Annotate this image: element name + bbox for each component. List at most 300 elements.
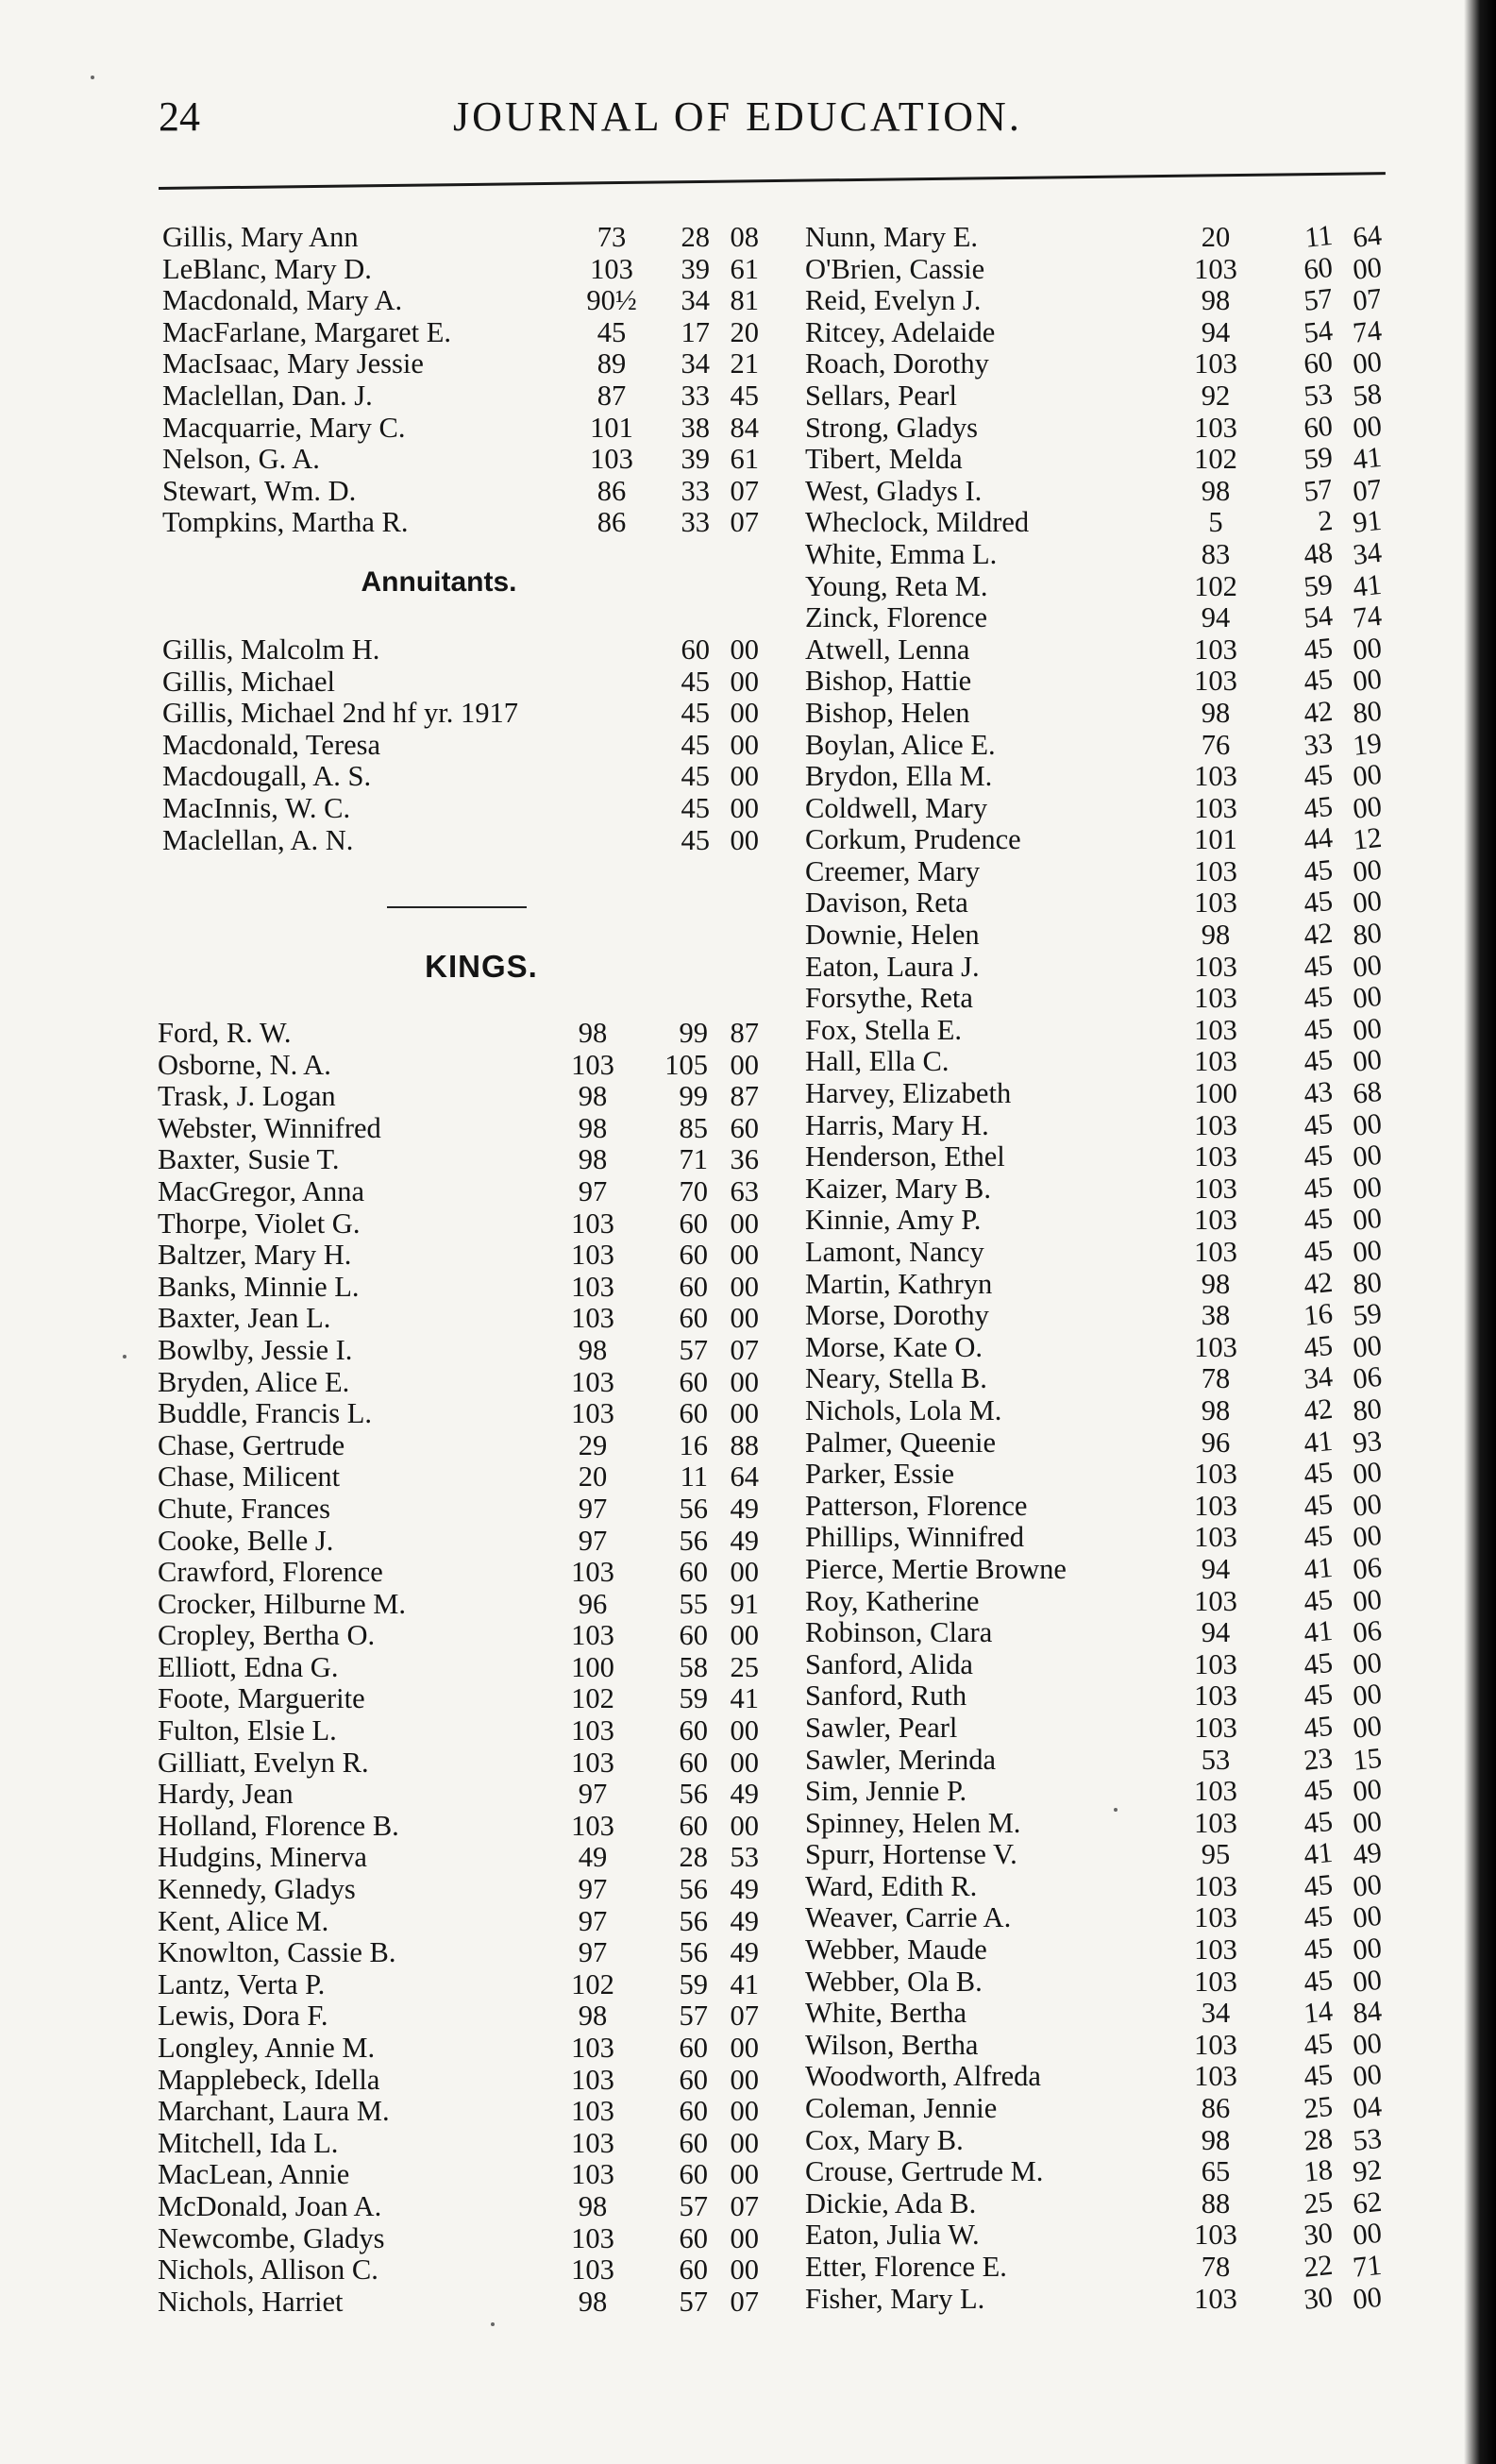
entry-cents: 07	[730, 2189, 759, 2222]
entry-row	[802, 2153, 1463, 2189]
entry-row	[151, 791, 759, 825]
entry-dollars: 71	[679, 1143, 708, 1176]
entry-dollars: 45	[681, 665, 710, 698]
entry-row	[151, 347, 759, 380]
entry-quantity: 86	[597, 474, 627, 507]
entry-quantity: 97	[578, 1936, 608, 1969]
entry-dollars: 56	[679, 1524, 708, 1557]
entry-row	[802, 1804, 1463, 1840]
entry-cents: 00	[730, 1714, 759, 1747]
entry-row	[151, 1239, 759, 1272]
page-edge-shadow	[1464, 0, 1496, 2464]
entry-dollars: 48	[1302, 535, 1335, 571]
entry-cents: 00	[1351, 1328, 1384, 1364]
entry-dollars: 45	[681, 791, 710, 824]
entry-dollars: 60	[679, 1619, 708, 1652]
entry-name: MacFarlane, Margaret E.	[162, 315, 451, 348]
entry-name: Baltzer, Mary H.	[158, 1239, 352, 1272]
entry-name: Wheclock, Mildred	[805, 506, 1030, 539]
entry-cents: 00	[730, 1302, 759, 1335]
entry-name: Sanford, Alida	[805, 1647, 973, 1680]
entry-cents: 00	[1351, 1709, 1384, 1745]
entry-name: Martin, Kathryn	[805, 1267, 993, 1300]
entry-cents: 62	[1351, 2185, 1384, 2220]
entry-dollars: 99	[679, 1080, 708, 1113]
entry-dollars: 45	[1302, 1772, 1335, 1808]
entry-cents: 07	[730, 474, 759, 507]
entry-row	[802, 852, 1463, 888]
entry-dollars: 60	[679, 1365, 708, 1398]
entry-quantity: 103	[590, 443, 633, 476]
entry-dollars: 45	[681, 823, 710, 856]
entry-row	[151, 1650, 759, 1684]
entry-name: Crouse, Gertrude M.	[805, 2155, 1044, 2188]
entry-row	[802, 1360, 1463, 1396]
entry-name: Sanford, Ruth	[805, 1679, 967, 1713]
entry-dollars: 34	[681, 347, 710, 380]
entry-name: Macquarrie, Mary C.	[162, 411, 406, 444]
entry-name: MacInnis, W. C.	[162, 791, 351, 824]
entry-dollars: 45	[1302, 1709, 1335, 1745]
entry-name: Baxter, Jean L.	[158, 1302, 331, 1335]
entry-dollars: 45	[1302, 1867, 1335, 1903]
entry-dollars: 30	[1302, 2280, 1335, 2316]
entry-row	[802, 2280, 1463, 2316]
entry-row	[802, 472, 1463, 508]
entry-name: Foote, Marguerite	[158, 1682, 365, 1715]
entry-name: Mapplebeck, Idella	[158, 2063, 380, 2096]
entry-quantity: 103	[1194, 1045, 1237, 1078]
entry-row	[802, 409, 1463, 445]
entry-name: Eaton, Laura J.	[805, 950, 980, 983]
entry-dollars: 18	[1302, 2153, 1335, 2189]
entry-quantity: 103	[571, 1619, 614, 1652]
entry-row	[151, 2285, 759, 2319]
entry-row	[802, 348, 1463, 380]
entry-row	[151, 1619, 759, 1652]
entry-row	[151, 1397, 759, 1430]
entry-quantity: 103	[1194, 1775, 1237, 1808]
entry-quantity: 103	[1194, 1013, 1237, 1046]
entry-name: Nichols, Lola M.	[805, 1393, 1002, 1426]
entry-row	[802, 2248, 1463, 2284]
entry-dollars: 57	[679, 2000, 708, 2033]
entry-quantity: 103	[571, 1809, 614, 1842]
entry-quantity: 102	[1194, 443, 1237, 476]
entry-cents: 00	[1351, 1487, 1384, 1523]
entry-name: Parker, Essie	[805, 1458, 955, 1491]
entry-row	[802, 1995, 1463, 2031]
entry-quantity: 87	[597, 379, 627, 412]
entry-quantity: 94	[1201, 1616, 1231, 1649]
entry-name: Gillis, Malcolm H.	[162, 633, 380, 666]
entry-row	[802, 1709, 1463, 1745]
entry-quantity: 94	[1201, 601, 1231, 634]
entry-quantity: 97	[578, 1492, 608, 1525]
entry-row	[151, 633, 759, 667]
entry-quantity: 102	[1194, 569, 1237, 602]
entry-dollars: 45	[1302, 663, 1335, 699]
entry-row	[802, 1202, 1463, 1238]
entry-row	[151, 1428, 759, 1462]
entry-quantity: 103	[1194, 1140, 1237, 1173]
entry-quantity: 38	[1201, 1299, 1231, 1332]
entry-row	[151, 1841, 759, 1874]
entry-name: Fulton, Elsie L.	[158, 1714, 337, 1747]
entry-name: Atwell, Lenna	[805, 633, 970, 666]
entry-row	[802, 1519, 1463, 1555]
entry-quantity: 49	[578, 1841, 608, 1874]
entry-cents: 45	[730, 379, 759, 412]
entry-dollars: 42	[1302, 694, 1335, 730]
entry-dollars: 60	[679, 1239, 708, 1272]
entry-row	[151, 1460, 759, 1494]
entry-cents: 49	[1351, 1836, 1384, 1872]
entry-cents: 80	[1351, 1392, 1384, 1427]
entry-row	[151, 1270, 759, 1304]
entry-dollars: 25	[1302, 2185, 1335, 2220]
entry-cents: 00	[1351, 663, 1384, 699]
entry-cents: 00	[730, 665, 759, 698]
entry-row	[802, 1043, 1463, 1079]
entry-row	[151, 728, 759, 762]
entry-dollars: 60	[679, 2221, 708, 2254]
entry-name: Webber, Ola B.	[805, 1965, 983, 1998]
entry-cents: 91	[1351, 504, 1384, 540]
entry-cents: 15	[1351, 1741, 1384, 1777]
kings-heading: KINGS.	[425, 949, 538, 984]
entry-cents: 00	[1351, 1678, 1384, 1713]
entry-quantity: 103	[571, 1302, 614, 1335]
entry-name: Nichols, Harriet	[158, 2285, 344, 2318]
entry-quantity: 100	[571, 1650, 614, 1683]
entry-dollars: 45	[1302, 631, 1335, 667]
entry-cents: 00	[730, 2253, 759, 2287]
entry-dollars: 45	[1302, 1678, 1335, 1713]
entry-row	[151, 284, 759, 317]
entry-cents: 84	[730, 411, 759, 444]
entry-cents: 06	[1351, 1550, 1384, 1586]
entry-name: Hudgins, Minerva	[158, 1841, 367, 1874]
entry-dollars: 56	[679, 1778, 708, 1811]
right-column	[802, 218, 1463, 2316]
entry-name: Sellars, Pearl	[805, 379, 957, 412]
entry-row	[802, 2185, 1463, 2220]
entry-quantity: 90½	[586, 284, 637, 317]
entry-cents: 04	[1351, 2089, 1384, 2125]
entry-row	[151, 2095, 759, 2128]
entry-name: Neary, Stella B.	[805, 1362, 987, 1395]
entry-row	[802, 1392, 1463, 1427]
entry-dollars: 45	[681, 728, 710, 761]
entry-dollars: 16	[679, 1428, 708, 1461]
entry-dollars: 45	[1302, 1963, 1335, 1999]
entry-cents: 49	[730, 1904, 759, 1937]
entry-dollars: 39	[681, 443, 710, 476]
entry-cents: 64	[730, 1460, 759, 1494]
entry-name: Maclellan, Dan. J.	[162, 379, 373, 412]
entry-row	[802, 948, 1463, 984]
entry-dollars: 22	[1302, 2248, 1335, 2284]
entry-row	[151, 760, 759, 793]
entry-name: Tibert, Melda	[805, 443, 963, 476]
entry-row	[802, 1963, 1463, 1999]
entry-dollars: 45	[1302, 1233, 1335, 1269]
entry-dollars: 11	[680, 1460, 708, 1494]
entry-quantity: 98	[578, 1333, 608, 1366]
entry-name: Webster, Winnifred	[158, 1111, 381, 1144]
entry-name: Spinney, Helen M.	[805, 1806, 1021, 1839]
entry-quantity: 103	[1194, 1647, 1237, 1680]
entry-dollars: 42	[1302, 916, 1335, 952]
entry-name: White, Bertha	[805, 1997, 967, 2030]
entry-name: MacGregor, Anna	[158, 1174, 364, 1207]
entry-name: Brydon, Ella M.	[805, 760, 993, 793]
entry-row	[151, 2000, 759, 2033]
entry-row	[802, 1141, 1463, 1173]
entry-cents: 00	[730, 1207, 759, 1240]
entry-quantity: 103	[1194, 1806, 1237, 1839]
entry-dollars: 45	[1302, 885, 1335, 920]
entry-row	[151, 1746, 759, 1780]
entry-cents: 00	[1351, 1867, 1384, 1903]
entry-row	[802, 916, 1463, 952]
entry-name: Osborne, N. A.	[158, 1048, 331, 1081]
entry-name: Hall, Ella C.	[805, 1045, 950, 1078]
entry-name: Cooke, Belle J.	[158, 1524, 334, 1557]
entry-dollars: 33	[681, 379, 710, 412]
entry-quantity: 103	[1194, 347, 1237, 380]
entry-row	[151, 1873, 759, 1906]
entry-quantity: 103	[571, 2032, 614, 2064]
entry-cents: 00	[1351, 948, 1384, 984]
entry-row	[802, 250, 1463, 286]
entry-row	[802, 1836, 1463, 1872]
entry-quantity: 86	[597, 506, 627, 539]
entry-quantity: 98	[578, 1080, 608, 1113]
entry-name: Gillis, Mary Ann	[162, 221, 359, 253]
entry-name: Wilson, Bertha	[805, 2028, 979, 2061]
entry-dollars: 59	[679, 1682, 708, 1715]
entry-cents: 68	[1351, 1074, 1384, 1110]
entry-quantity: 103	[571, 2095, 614, 2128]
entry-quantity: 103	[1194, 1901, 1237, 1934]
entry-row	[802, 821, 1463, 857]
entry-cents: 63	[730, 1174, 759, 1207]
entry-cents: 53	[730, 1841, 759, 1874]
entry-quantity: 97	[578, 1904, 608, 1937]
entry-quantity: 103	[571, 1207, 614, 1240]
entry-name: Zinck, Florence	[805, 601, 988, 634]
entry-name: Creemer, Mary	[805, 854, 981, 887]
entry-row	[802, 663, 1463, 699]
entry-quantity: 103	[1194, 1711, 1237, 1744]
entry-dollars: 28	[679, 1841, 708, 1874]
entry-name: MacLean, Annie	[158, 2158, 350, 2191]
entry-dollars: 45	[1302, 1582, 1335, 1618]
entry-name: Nichols, Allison C.	[158, 2253, 378, 2287]
journal-title: JOURNAL OF EDUCATION.	[453, 93, 1022, 140]
entry-quantity: 103	[1194, 252, 1237, 285]
entry-row	[802, 980, 1463, 1016]
entry-quantity: 103	[571, 1270, 614, 1303]
entry-cents: 80	[1351, 694, 1384, 730]
entry-name: Bishop, Helen	[805, 696, 970, 729]
entry-name: Patterson, Florence	[805, 1489, 1028, 1522]
entry-quantity: 103	[571, 1365, 614, 1398]
entry-quantity: 103	[1194, 411, 1237, 444]
entry-name: Coleman, Jennie	[805, 2092, 998, 2125]
entry-row	[802, 599, 1463, 634]
entry-name: Reid, Evelyn J.	[805, 284, 982, 317]
entry-quantity: 86	[1201, 2092, 1231, 2125]
entry-cents: 41	[1351, 440, 1384, 476]
entry-dollars: 60	[1302, 346, 1335, 381]
entry-cents: 36	[730, 1143, 759, 1176]
entry-row	[802, 535, 1463, 571]
entry-quantity: 98	[1201, 1393, 1231, 1426]
entry-row	[802, 1170, 1463, 1206]
entry-row	[151, 2032, 759, 2065]
entry-row	[802, 1931, 1463, 1966]
entry-quantity: 103	[1194, 791, 1237, 824]
entry-name: Downie, Helen	[805, 919, 980, 952]
entry-row	[802, 1613, 1463, 1649]
entry-cents: 00	[730, 791, 759, 824]
entry-dollars: 11	[1303, 218, 1335, 254]
entry-name: Lantz, Verta P.	[158, 1967, 326, 2000]
entry-name: Bishop, Hattie	[805, 665, 972, 698]
entry-name: Ward, Edith R.	[805, 1869, 978, 1902]
entry-cents: 07	[730, 2000, 759, 2033]
entry-row	[151, 443, 759, 476]
entry-dollars: 42	[1302, 1265, 1335, 1301]
entry-row	[151, 2189, 759, 2223]
entry-row	[802, 377, 1463, 413]
entry-cents: 53	[1351, 2121, 1384, 2157]
entry-cents: 81	[730, 284, 759, 317]
entry-name: Cropley, Bertha O.	[158, 1619, 376, 1652]
entry-quantity: 98	[1201, 284, 1231, 317]
entry-dollars: 60	[679, 2253, 708, 2287]
entry-cents: 00	[1351, 885, 1384, 920]
header-rule	[159, 172, 1386, 190]
entry-cents: 00	[1351, 1931, 1384, 1966]
entry-quantity: 97	[578, 1778, 608, 1811]
entry-quantity: 78	[1201, 1362, 1231, 1395]
entry-cents: 00	[730, 2158, 759, 2191]
entry-row	[151, 1111, 759, 1145]
entry-row	[151, 823, 759, 857]
entry-dollars: 45	[681, 697, 710, 730]
entry-cents: 41	[730, 1682, 759, 1715]
entry-row	[151, 379, 759, 413]
entry-dollars: 60	[1302, 409, 1335, 445]
entry-name: McDonald, Joan A.	[158, 2189, 382, 2222]
entry-quantity: 45	[597, 315, 627, 348]
entry-row	[151, 1967, 759, 2001]
entry-row	[151, 1809, 759, 1843]
entry-cents: 74	[1351, 599, 1384, 634]
entry-dollars: 56	[679, 1904, 708, 1937]
entry-row	[151, 2126, 759, 2160]
entry-name: O'Brien, Cassie	[805, 252, 985, 285]
entry-name: West, Gladys I.	[805, 474, 983, 507]
entry-row	[151, 1333, 759, 1367]
entry-name: Corkum, Prudence	[805, 823, 1021, 856]
entry-cents: 00	[730, 2221, 759, 2254]
entry-dollars: 41	[1302, 1424, 1335, 1460]
entry-dollars: 16	[1302, 1296, 1335, 1332]
entry-name: Bryden, Alice E.	[158, 1365, 350, 1398]
entry-name: Young, Reta M.	[805, 569, 988, 602]
entry-dollars: 45	[1302, 1519, 1335, 1555]
entry-row	[802, 1328, 1463, 1364]
entry-quantity: 96	[1201, 1426, 1231, 1459]
entry-cents: 00	[730, 1556, 759, 1589]
entry-cents: 00	[1351, 2280, 1384, 2316]
entry-name: Trask, J. Logan	[158, 1080, 336, 1113]
entry-cents: 00	[730, 1048, 759, 1081]
entry-quantity: 97	[578, 1873, 608, 1906]
entry-name: Maclellan, A. N.	[162, 823, 354, 856]
entry-cents: 20	[730, 315, 759, 348]
entry-row	[151, 1080, 759, 1113]
entry-cents: 58	[1351, 377, 1384, 413]
entry-name: Cox, Mary B.	[805, 2123, 964, 2156]
entry-dollars: 45	[1302, 1455, 1335, 1491]
entry-row	[151, 1492, 759, 1526]
entry-cents: 60	[730, 1111, 759, 1144]
entry-row	[151, 252, 759, 286]
entry-cents: 07	[1351, 281, 1384, 317]
entry-quantity: 98	[1201, 1267, 1231, 1300]
entry-cents: 34	[1351, 535, 1384, 571]
entry-quantity: 103	[571, 2158, 614, 2191]
entry-name: Kinnie, Amy P.	[805, 1204, 982, 1237]
entry-row	[151, 1174, 759, 1208]
entry-quantity: 103	[1194, 854, 1237, 887]
entry-row	[151, 1048, 759, 1082]
entry-name: Boylan, Alice E.	[805, 728, 996, 761]
entry-name: Crocker, Hilburne M.	[158, 1587, 407, 1620]
entry-dollars: 60	[679, 2095, 708, 2128]
entry-quantity: 103	[1194, 633, 1237, 666]
entry-cents: 00	[1351, 1233, 1384, 1269]
entry-cents: 00	[730, 1270, 759, 1303]
entry-name: Gillis, Michael 2nd hf yr. 1917	[162, 697, 518, 730]
entry-quantity: 73	[597, 221, 627, 253]
entry-row	[151, 221, 759, 254]
entry-cents: 00	[1351, 2217, 1384, 2253]
entry-cents: 00	[1351, 1139, 1384, 1174]
entry-row	[151, 1682, 759, 1715]
entry-name: Chase, Milicent	[158, 1460, 341, 1494]
entry-quantity: 103	[1194, 2028, 1237, 2061]
entry-dollars: 60	[679, 1809, 708, 1842]
entry-row	[151, 1778, 759, 1811]
entry-quantity: 98	[1201, 2123, 1231, 2156]
entry-row	[802, 1233, 1463, 1269]
entry-row	[151, 2221, 759, 2255]
kings-list	[151, 1017, 759, 2318]
entry-dollars: 54	[1302, 313, 1335, 349]
entry-dollars: 60	[679, 1714, 708, 1747]
entry-dollars: 45	[1302, 1106, 1335, 1142]
entry-name: Newcombe, Gladys	[158, 2221, 385, 2254]
entry-dollars: 45	[681, 760, 710, 793]
entry-cents: 00	[1351, 1202, 1384, 1238]
